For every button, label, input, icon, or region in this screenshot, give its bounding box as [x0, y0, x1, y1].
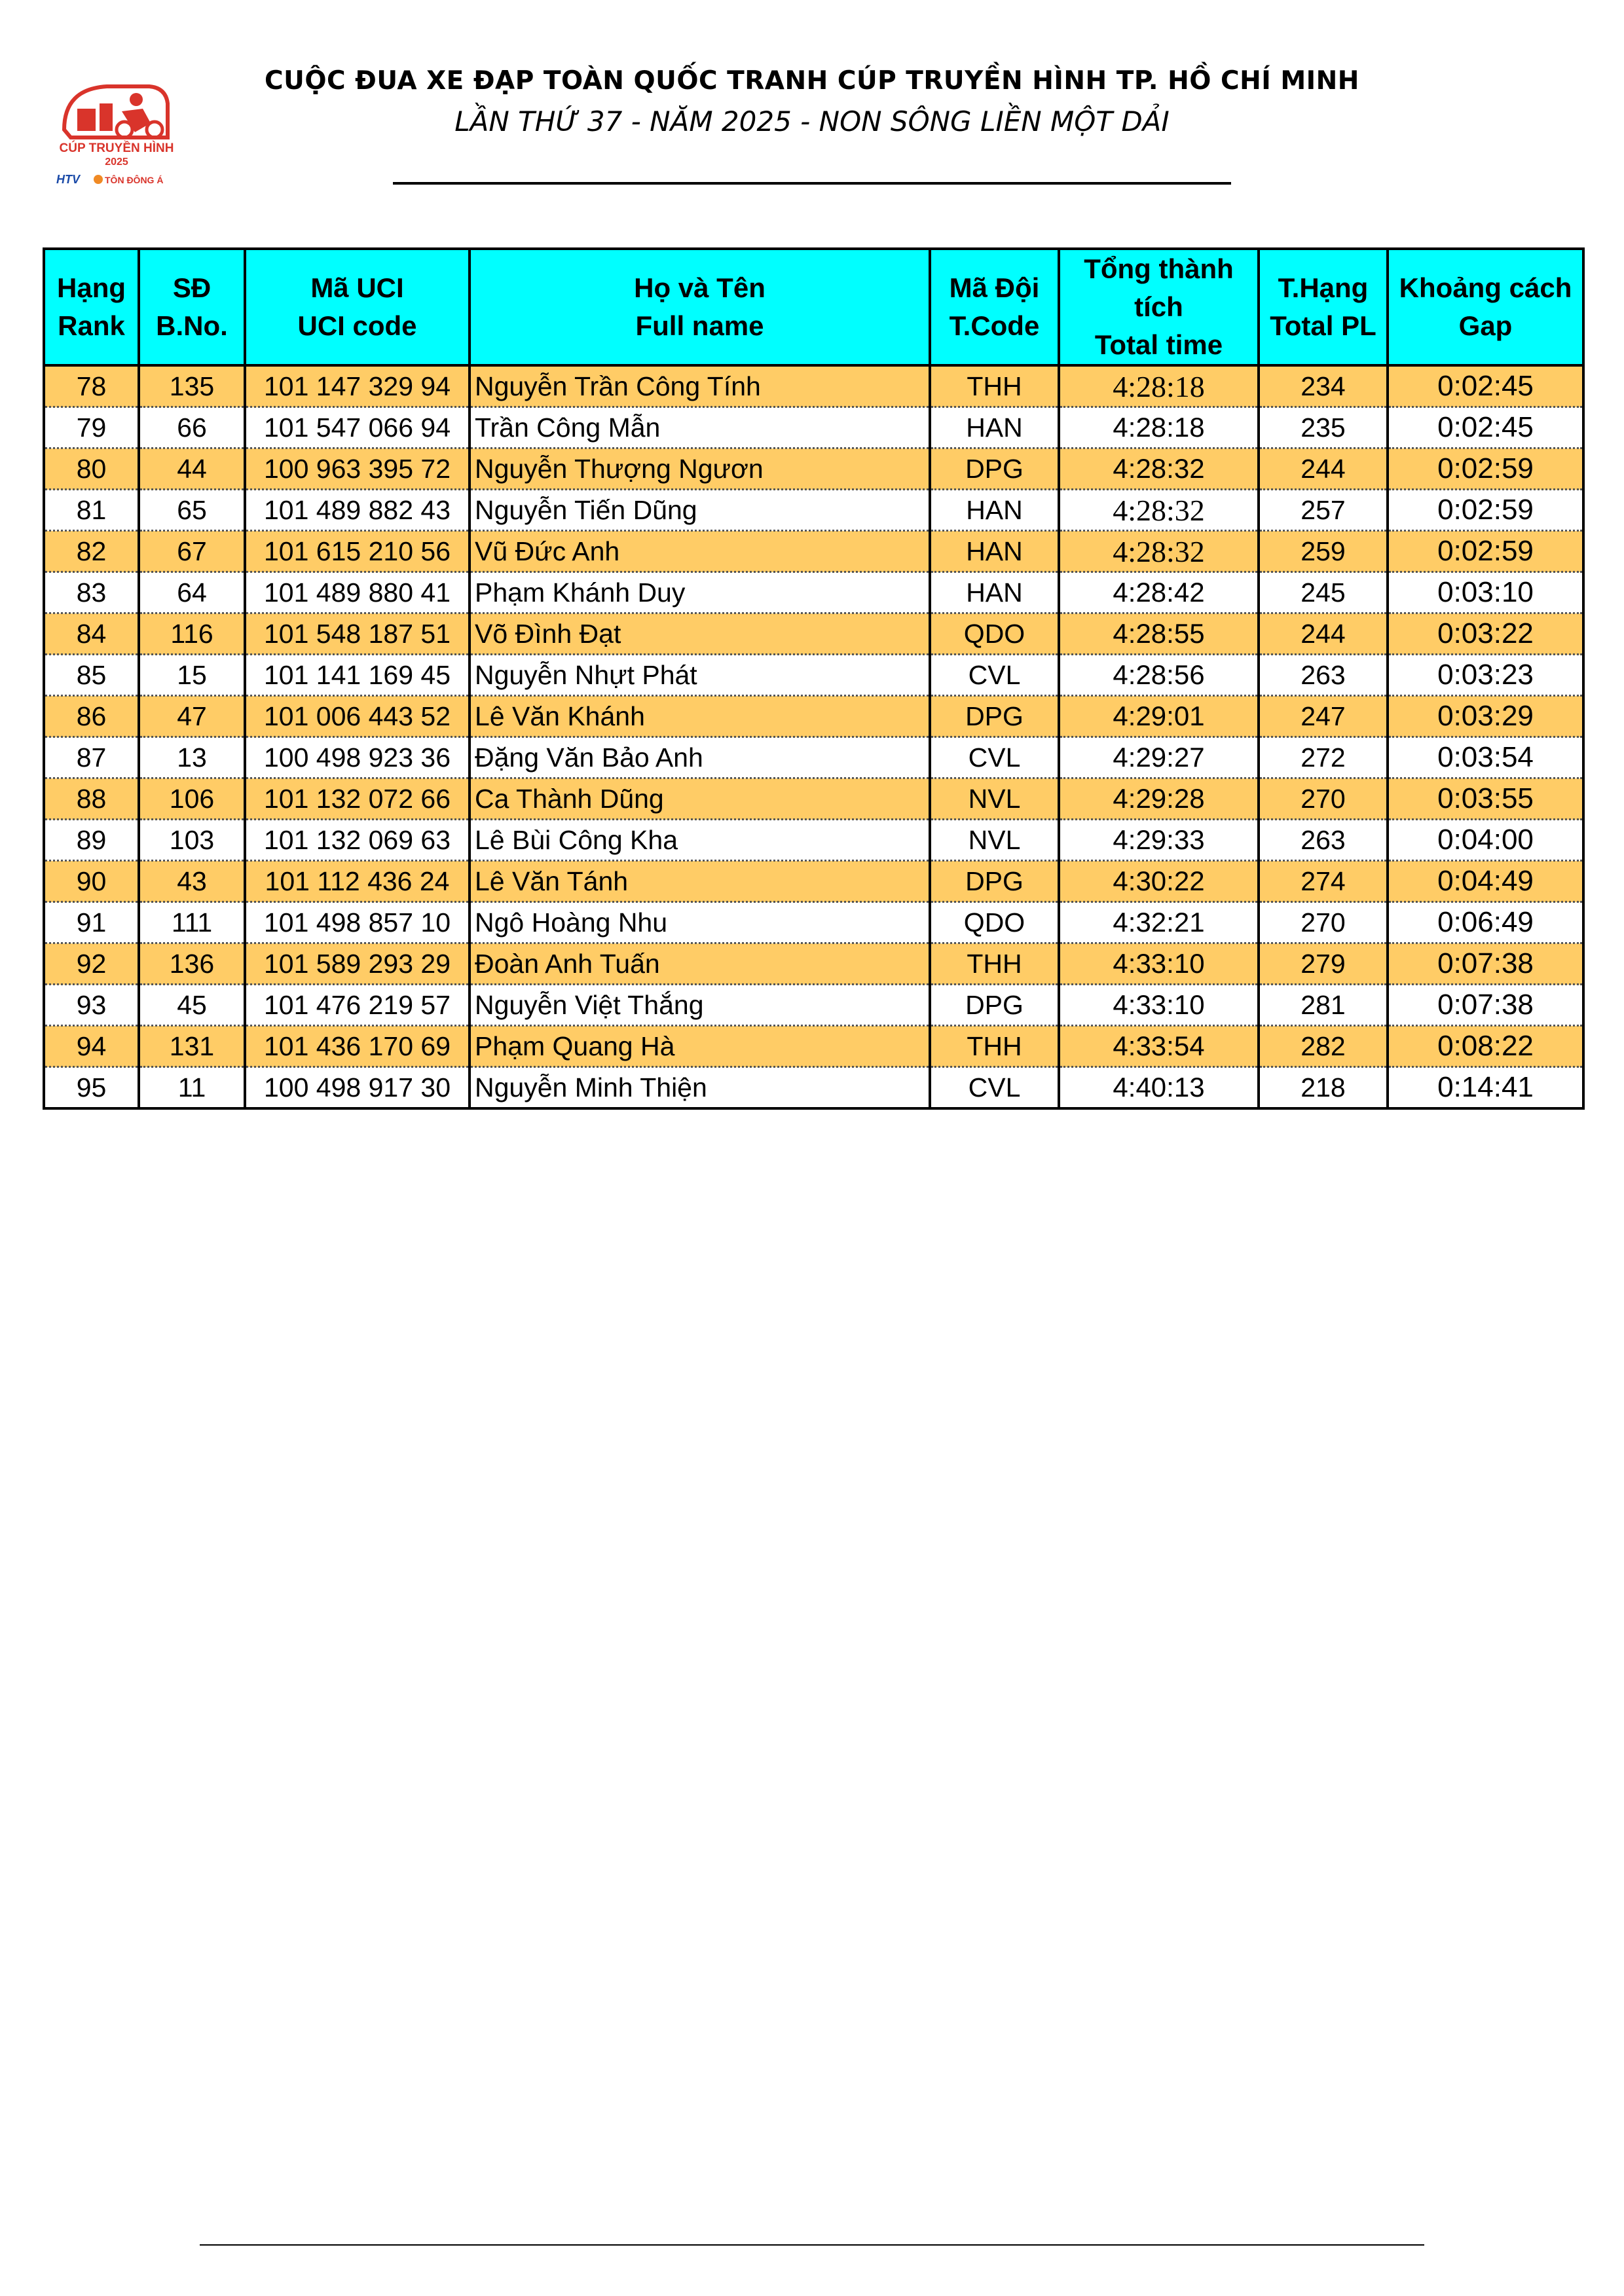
- cell-rank: 88: [44, 778, 139, 820]
- cell-gap: 0:03:10: [1388, 572, 1583, 613]
- cell-rank: 89: [44, 820, 139, 861]
- cell-bib: 103: [139, 820, 245, 861]
- cell-uci: 100 498 923 36: [245, 737, 470, 778]
- table-row: [44, 985, 1583, 1026]
- cell-gap: 0:03:22: [1388, 613, 1583, 655]
- cell-gap: 0:14:41: [1388, 1067, 1583, 1109]
- cell-rank: 90: [44, 861, 139, 902]
- col-header-team: Mã Đội T.Code: [930, 249, 1059, 365]
- cell-time: 4:32:21: [1059, 902, 1259, 943]
- cell-rank: 81: [44, 490, 139, 531]
- cell-name: Nguyễn Việt Thắng: [470, 985, 930, 1026]
- event-logo: [51, 77, 189, 189]
- cell-name: Nguyễn Trần Công Tính: [470, 365, 930, 407]
- cell-gap: 0:02:59: [1388, 448, 1583, 490]
- cell-rank: 79: [44, 407, 139, 448]
- table-row: [44, 613, 1583, 655]
- cell-total-pl: 274: [1259, 861, 1388, 902]
- cell-uci: 101 436 170 69: [245, 1026, 470, 1067]
- cell-name: Trần Công Mẫn: [470, 407, 930, 448]
- cell-gap: 0:03:23: [1388, 655, 1583, 696]
- cell-time: 4:29:27: [1059, 737, 1259, 778]
- cell-rank: 92: [44, 943, 139, 985]
- cell-bib: 15: [139, 655, 245, 696]
- cell-team: THH: [930, 1026, 1059, 1067]
- table-row: [44, 1026, 1583, 1067]
- svg-text:2025: 2025: [105, 156, 128, 168]
- cell-uci: 101 498 857 10: [245, 902, 470, 943]
- cell-team: DPG: [930, 861, 1059, 902]
- cell-rank: 85: [44, 655, 139, 696]
- cell-rank: 91: [44, 902, 139, 943]
- col-header-gap: Khoảng cách Gap: [1388, 249, 1583, 365]
- table-row: [44, 448, 1583, 490]
- cell-gap: 0:02:59: [1388, 531, 1583, 572]
- document-header: [216, 63, 1408, 141]
- cell-total-pl: 263: [1259, 655, 1388, 696]
- cell-team: NVL: [930, 820, 1059, 861]
- page-subtitle: LẦN THỨ 37 - NĂM 2025 - NON SÔNG LIỀN MỘT DẢI: [454, 105, 1170, 137]
- cell-total-pl: 247: [1259, 696, 1388, 737]
- cell-time: 4:29:01: [1059, 696, 1259, 737]
- col-header-name: Họ và Tên Full name: [470, 249, 930, 365]
- cell-team: CVL: [930, 1067, 1059, 1109]
- cell-bib: 135: [139, 365, 245, 407]
- col-header-uci: Mã UCI UCI code: [245, 249, 470, 365]
- svg-text:HTV: HTV: [56, 173, 80, 186]
- cell-bib: 106: [139, 778, 245, 820]
- cell-total-pl: 263: [1259, 820, 1388, 861]
- cell-time: 4:28:32: [1059, 448, 1259, 490]
- table-row: [44, 655, 1583, 696]
- cell-time: 4:28:32: [1059, 490, 1259, 531]
- cell-team: HAN: [930, 572, 1059, 613]
- cell-bib: 43: [139, 861, 245, 902]
- cell-time: 4:28:42: [1059, 572, 1259, 613]
- cell-gap: 0:08:22: [1388, 1026, 1583, 1067]
- table-row: [44, 778, 1583, 820]
- cell-total-pl: 234: [1259, 365, 1388, 407]
- cell-rank: 86: [44, 696, 139, 737]
- cell-total-pl: 218: [1259, 1067, 1388, 1109]
- cell-gap: 0:02:45: [1388, 365, 1583, 407]
- table-row: [44, 737, 1583, 778]
- cell-total-pl: 272: [1259, 737, 1388, 778]
- table-row: [44, 696, 1583, 737]
- cell-uci: 101 489 880 41: [245, 572, 470, 613]
- table-row: [44, 490, 1583, 531]
- cyclist-logo-icon: [51, 77, 189, 189]
- cell-uci: 101 548 187 51: [245, 613, 470, 655]
- page-title: CUỘC ĐUA XE ĐẠP TOÀN QUỐC TRANH CÚP TRUYỀN HÌNH TP. HỒ CHÍ MINH: [265, 66, 1359, 96]
- cell-name: Phạm Quang Hà: [470, 1026, 930, 1067]
- cell-name: Lê Bùi Công Kha: [470, 820, 930, 861]
- cell-gap: 0:02:45: [1388, 407, 1583, 448]
- cell-bib: 66: [139, 407, 245, 448]
- col-header-rank: Hạng Rank: [44, 249, 139, 365]
- table-row: [44, 365, 1583, 407]
- cell-rank: 93: [44, 985, 139, 1026]
- header-divider: [393, 182, 1231, 185]
- cell-rank: 95: [44, 1067, 139, 1109]
- cell-time: 4:33:10: [1059, 943, 1259, 985]
- col-header-bib: SĐ B.No.: [139, 249, 245, 365]
- cell-name: Lê Văn Khánh: [470, 696, 930, 737]
- col-header-total-pl: T.Hạng Total PL: [1259, 249, 1388, 365]
- cell-uci: 101 147 329 94: [245, 365, 470, 407]
- cell-bib: 116: [139, 613, 245, 655]
- table-row: [44, 902, 1583, 943]
- cell-total-pl: 270: [1259, 902, 1388, 943]
- cell-bib: 131: [139, 1026, 245, 1067]
- cell-time: 4:33:10: [1059, 985, 1259, 1026]
- cell-team: HAN: [930, 490, 1059, 531]
- cell-bib: 11: [139, 1067, 245, 1109]
- cell-team: THH: [930, 943, 1059, 985]
- svg-text:CÚP TRUYỀN HÌNH: CÚP TRUYỀN HÌNH: [59, 141, 174, 155]
- col-header-time: Tổng thành tích Total time: [1059, 249, 1259, 365]
- cell-time: 4:33:54: [1059, 1026, 1259, 1067]
- footer-divider: [200, 2244, 1424, 2246]
- cell-bib: 44: [139, 448, 245, 490]
- cell-gap: 0:03:54: [1388, 737, 1583, 778]
- cell-team: CVL: [930, 737, 1059, 778]
- cell-rank: 84: [44, 613, 139, 655]
- cell-team: THH: [930, 365, 1059, 407]
- cell-gap: 0:07:38: [1388, 985, 1583, 1026]
- cell-name: Nguyễn Nhựt Phát: [470, 655, 930, 696]
- cell-uci: 101 476 219 57: [245, 985, 470, 1026]
- table-row: [44, 1067, 1583, 1109]
- cell-name: Ca Thành Dũng: [470, 778, 930, 820]
- cell-gap: 0:06:49: [1388, 902, 1583, 943]
- table-row: [44, 943, 1583, 985]
- cell-name: Nguyễn Tiến Dũng: [470, 490, 930, 531]
- table-row: [44, 820, 1583, 861]
- cell-team: HAN: [930, 531, 1059, 572]
- cell-time: 4:28:56: [1059, 655, 1259, 696]
- cell-rank: 94: [44, 1026, 139, 1067]
- cell-uci: 101 132 072 66: [245, 778, 470, 820]
- cell-bib: 13: [139, 737, 245, 778]
- cell-uci: 101 547 066 94: [245, 407, 470, 448]
- cell-team: QDO: [930, 613, 1059, 655]
- cell-rank: 82: [44, 531, 139, 572]
- cell-name: Võ Đình Đạt: [470, 613, 930, 655]
- cell-gap: 0:03:55: [1388, 778, 1583, 820]
- cell-name: Đoàn Anh Tuấn: [470, 943, 930, 985]
- cell-bib: 45: [139, 985, 245, 1026]
- cell-gap: 0:02:59: [1388, 490, 1583, 531]
- cell-total-pl: 279: [1259, 943, 1388, 985]
- cell-team: QDO: [930, 902, 1059, 943]
- svg-text:TÔN ĐÔNG Á: TÔN ĐÔNG Á: [105, 175, 164, 185]
- cell-total-pl: 235: [1259, 407, 1388, 448]
- cell-rank: 80: [44, 448, 139, 490]
- cell-time: 4:28:18: [1059, 407, 1259, 448]
- results-table: [43, 247, 1585, 1110]
- cell-rank: 83: [44, 572, 139, 613]
- cell-bib: 65: [139, 490, 245, 531]
- cell-team: CVL: [930, 655, 1059, 696]
- table-header-row: [44, 249, 1583, 365]
- cell-uci: 101 141 169 45: [245, 655, 470, 696]
- cell-total-pl: 270: [1259, 778, 1388, 820]
- cell-name: Phạm Khánh Duy: [470, 572, 930, 613]
- cell-name: Lê Văn Tánh: [470, 861, 930, 902]
- cell-team: NVL: [930, 778, 1059, 820]
- cell-total-pl: 257: [1259, 490, 1388, 531]
- cell-name: Đặng Văn Bảo Anh: [470, 737, 930, 778]
- cell-total-pl: 245: [1259, 572, 1388, 613]
- cell-team: HAN: [930, 407, 1059, 448]
- table-row: [44, 531, 1583, 572]
- cell-bib: 136: [139, 943, 245, 985]
- cell-uci: 101 615 210 56: [245, 531, 470, 572]
- table-row: [44, 861, 1583, 902]
- table-row: [44, 572, 1583, 613]
- cell-name: Nguyễn Minh Thiện: [470, 1067, 930, 1109]
- cell-gap: 0:03:29: [1388, 696, 1583, 737]
- cell-time: 4:29:33: [1059, 820, 1259, 861]
- cell-time: 4:30:22: [1059, 861, 1259, 902]
- cell-team: DPG: [930, 448, 1059, 490]
- cell-uci: 101 589 293 29: [245, 943, 470, 985]
- cell-time: 4:28:18: [1059, 365, 1259, 407]
- cell-time: 4:28:32: [1059, 531, 1259, 572]
- cell-team: DPG: [930, 985, 1059, 1026]
- cell-name: Vũ Đức Anh: [470, 531, 930, 572]
- cell-team: DPG: [930, 696, 1059, 737]
- cell-gap: 0:04:00: [1388, 820, 1583, 861]
- table-row: [44, 407, 1583, 448]
- cell-uci: 100 498 917 30: [245, 1067, 470, 1109]
- cell-total-pl: 244: [1259, 448, 1388, 490]
- cell-time: 4:29:28: [1059, 778, 1259, 820]
- cell-total-pl: 282: [1259, 1026, 1388, 1067]
- cell-rank: 87: [44, 737, 139, 778]
- cell-rank: 78: [44, 365, 139, 407]
- cell-uci: 100 963 395 72: [245, 448, 470, 490]
- cell-uci: 101 006 443 52: [245, 696, 470, 737]
- cell-name: Nguyễn Thượng Ngươn: [470, 448, 930, 490]
- cell-total-pl: 244: [1259, 613, 1388, 655]
- cell-name: Ngô Hoàng Nhu: [470, 902, 930, 943]
- cell-time: 4:40:13: [1059, 1067, 1259, 1109]
- cell-uci: 101 489 882 43: [245, 490, 470, 531]
- cell-bib: 64: [139, 572, 245, 613]
- cell-total-pl: 259: [1259, 531, 1388, 572]
- cell-uci: 101 112 436 24: [245, 861, 470, 902]
- cell-bib: 111: [139, 902, 245, 943]
- cell-bib: 47: [139, 696, 245, 737]
- cell-uci: 101 132 069 63: [245, 820, 470, 861]
- cell-time: 4:28:55: [1059, 613, 1259, 655]
- cell-gap: 0:04:49: [1388, 861, 1583, 902]
- cell-gap: 0:07:38: [1388, 943, 1583, 985]
- cell-bib: 67: [139, 531, 245, 572]
- cell-total-pl: 281: [1259, 985, 1388, 1026]
